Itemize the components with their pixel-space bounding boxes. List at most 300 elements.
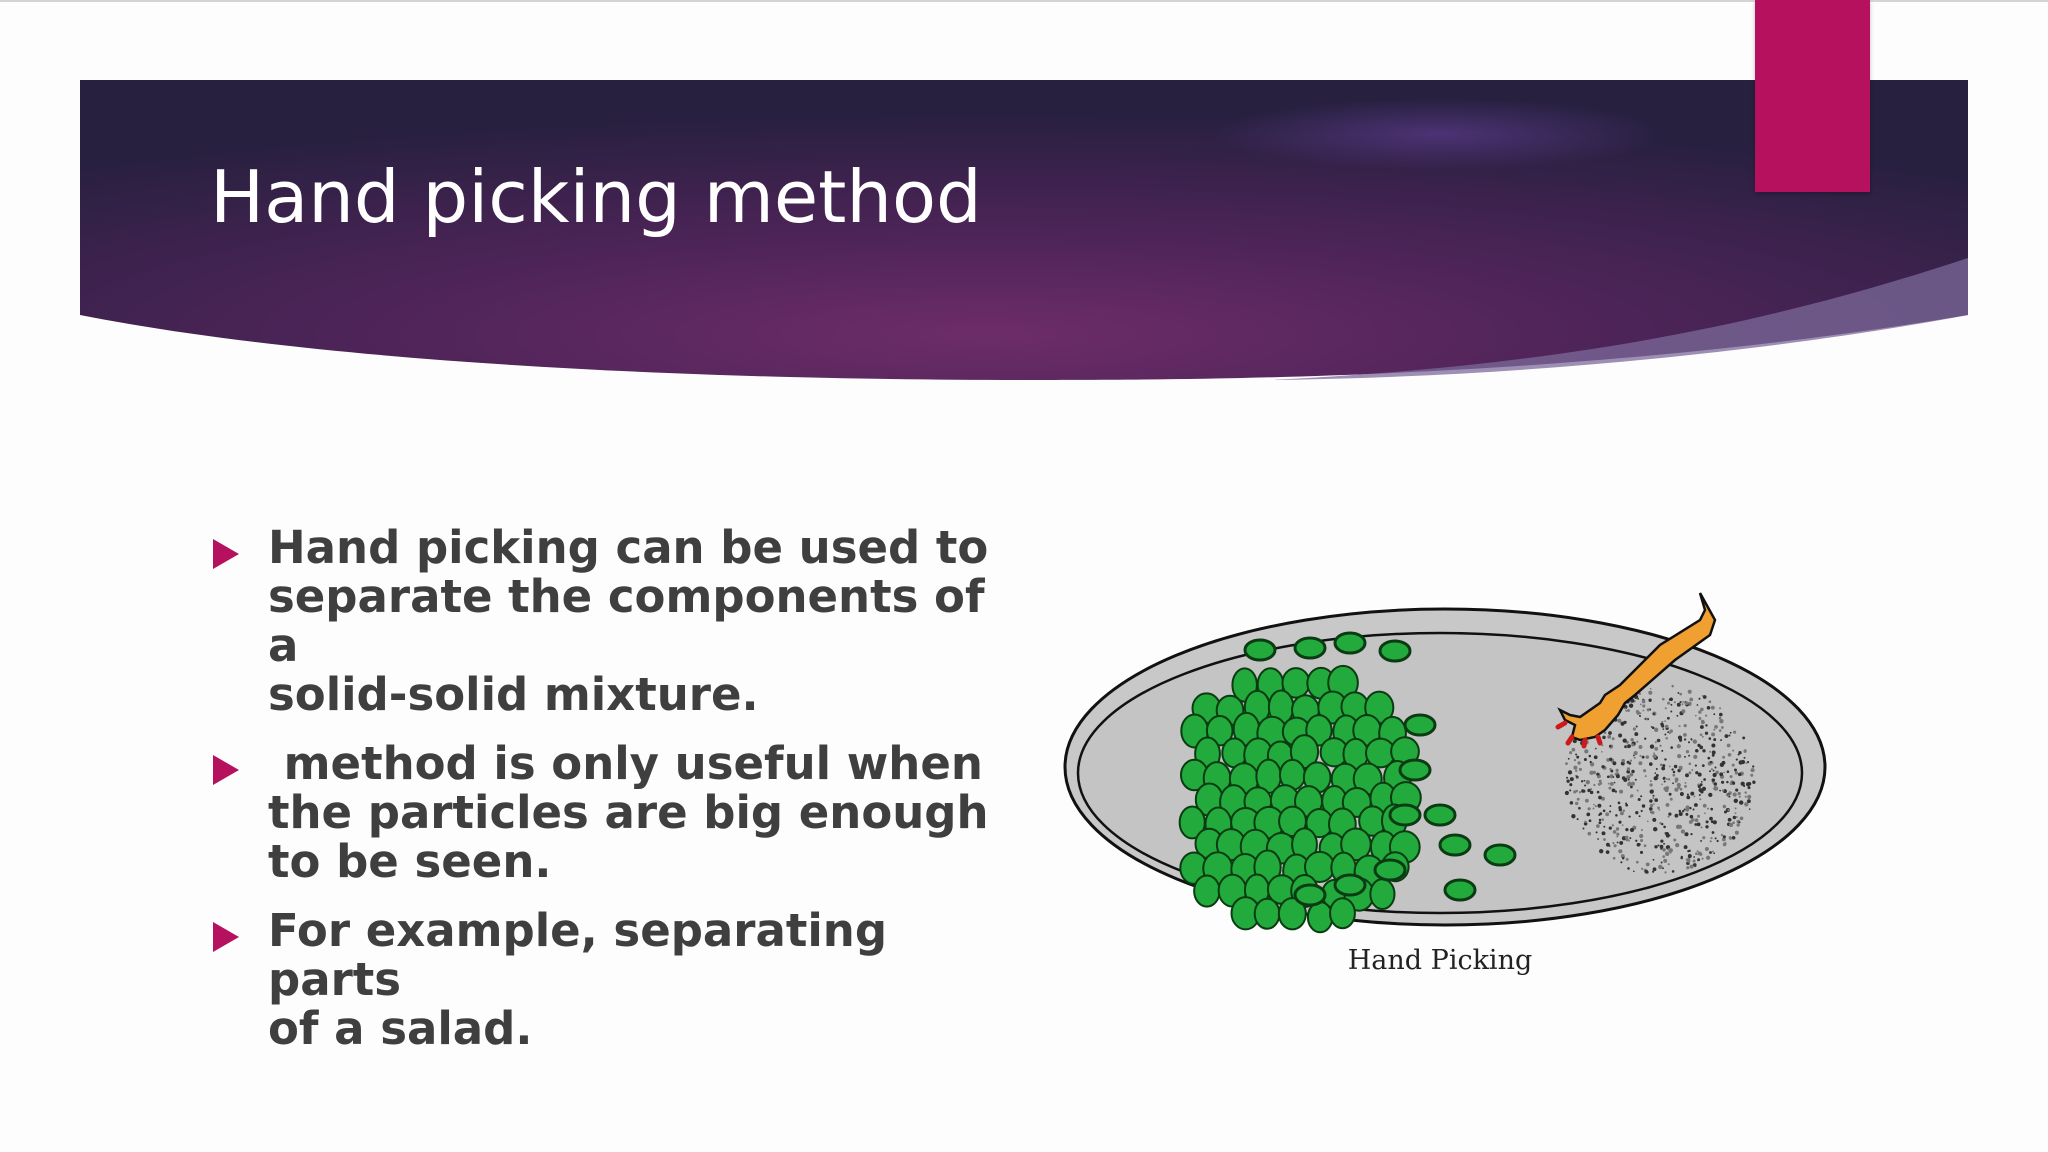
- pea: [1335, 633, 1365, 653]
- dust-speck: [1593, 784, 1595, 786]
- dust-speck: [1719, 707, 1721, 709]
- dust-speck: [1639, 745, 1643, 749]
- dust-speck: [1712, 754, 1715, 757]
- dust-speck: [1665, 832, 1669, 836]
- dust-speck: [1608, 787, 1611, 790]
- dust-speck: [1566, 780, 1569, 783]
- dust-speck: [1673, 771, 1676, 774]
- dust-speck: [1661, 721, 1663, 723]
- dust-speck: [1674, 701, 1676, 703]
- dust-speck: [1646, 862, 1650, 866]
- dust-speck: [1723, 835, 1726, 838]
- dust-speck: [1584, 784, 1586, 786]
- dust-speck: [1599, 780, 1602, 783]
- dust-speck: [1701, 826, 1703, 828]
- dust-speck: [1665, 725, 1669, 729]
- dust-speck: [1618, 849, 1622, 853]
- dust-speck: [1581, 789, 1584, 792]
- dust-speck: [1587, 807, 1590, 810]
- dust-speck: [1634, 757, 1636, 759]
- dust-speck: [1733, 816, 1736, 819]
- dust-speck: [1633, 727, 1636, 730]
- dust-speck: [1694, 823, 1697, 826]
- dust-speck: [1630, 786, 1633, 789]
- dust-speck: [1738, 751, 1741, 754]
- dust-speck: [1675, 814, 1679, 818]
- dust-speck: [1565, 762, 1568, 765]
- dust-speck: [1744, 757, 1746, 759]
- dust-speck: [1667, 731, 1669, 733]
- dust-speck: [1694, 803, 1698, 807]
- dust-speck: [1653, 752, 1655, 754]
- dust-speck: [1724, 842, 1726, 844]
- dust-speck: [1618, 802, 1621, 805]
- dust-speck: [1633, 755, 1635, 757]
- dust-speck: [1727, 744, 1731, 748]
- dust-speck: [1607, 735, 1611, 739]
- dust-speck: [1618, 821, 1621, 824]
- pea: [1194, 875, 1219, 906]
- dust-speck: [1642, 700, 1646, 704]
- dust-speck: [1616, 833, 1619, 836]
- dust-speck: [1719, 729, 1722, 732]
- dust-speck: [1711, 732, 1715, 736]
- dust-speck: [1660, 845, 1664, 849]
- dust-speck: [1626, 838, 1629, 841]
- dust-speck: [1709, 770, 1711, 772]
- dust-speck: [1727, 770, 1730, 773]
- dust-speck: [1645, 775, 1647, 777]
- dust-speck: [1663, 787, 1667, 791]
- dust-speck: [1738, 773, 1742, 777]
- dust-speck: [1622, 776, 1626, 780]
- dust-speck: [1618, 734, 1622, 738]
- dust-speck: [1637, 698, 1639, 700]
- dust-speck: [1602, 831, 1606, 835]
- dust-speck: [1684, 785, 1687, 788]
- dust-speck: [1712, 782, 1714, 784]
- dust-speck: [1615, 769, 1618, 772]
- dust-speck: [1586, 813, 1590, 817]
- pea: [1425, 805, 1455, 825]
- dust-speck: [1687, 793, 1689, 795]
- dust-speck: [1598, 796, 1602, 800]
- dust-speck: [1674, 765, 1677, 768]
- dust-speck: [1712, 778, 1716, 782]
- dust-speck: [1650, 804, 1653, 807]
- dust-speck: [1701, 781, 1703, 783]
- dust-speck: [1697, 850, 1699, 852]
- dust-speck: [1698, 717, 1701, 720]
- dust-speck: [1602, 736, 1606, 740]
- dust-speck: [1617, 719, 1621, 723]
- dust-speck: [1722, 789, 1724, 791]
- pea: [1370, 879, 1394, 909]
- dust-speck: [1579, 768, 1582, 771]
- dust-speck: [1690, 792, 1694, 796]
- dust-speck: [1710, 837, 1712, 839]
- dust-speck: [1719, 717, 1722, 720]
- dust-speck: [1654, 798, 1658, 802]
- dust-speck: [1653, 713, 1655, 715]
- pea: [1375, 860, 1405, 880]
- dust-speck: [1642, 710, 1644, 712]
- dust-speck: [1613, 857, 1616, 860]
- dust-speck: [1575, 802, 1578, 805]
- dust-speck: [1599, 812, 1602, 815]
- dust-speck: [1641, 810, 1643, 812]
- dust-speck: [1620, 811, 1624, 815]
- dust-speck: [1647, 820, 1649, 822]
- dust-speck: [1664, 734, 1666, 736]
- dust-speck: [1628, 769, 1630, 771]
- dust-speck: [1702, 764, 1705, 767]
- dust-speck: [1680, 701, 1682, 703]
- dust-speck: [1695, 852, 1698, 855]
- dust-speck: [1697, 704, 1699, 706]
- dust-speck: [1714, 786, 1718, 790]
- dust-speck: [1612, 761, 1616, 765]
- dust-speck: [1713, 770, 1715, 772]
- dust-speck: [1695, 818, 1699, 822]
- dust-speck: [1657, 739, 1661, 743]
- dust-speck: [1706, 856, 1710, 860]
- dust-speck: [1690, 738, 1692, 740]
- dust-speck: [1668, 778, 1670, 780]
- dust-speck: [1697, 815, 1700, 818]
- dust-speck: [1693, 809, 1695, 811]
- bullet-text: For example, separating parts of a salad.: [268, 904, 888, 1055]
- dust-speck: [1723, 772, 1725, 774]
- dust-speck: [1584, 758, 1587, 761]
- dust-speck: [1650, 780, 1652, 782]
- dust-speck: [1717, 840, 1719, 842]
- dust-speck: [1713, 738, 1716, 741]
- dust-speck: [1594, 755, 1598, 759]
- dust-speck: [1742, 736, 1745, 739]
- figure-caption: Hand Picking: [1347, 945, 1533, 976]
- dust-speck: [1576, 756, 1579, 759]
- dust-speck: [1599, 849, 1603, 853]
- pea: [1255, 899, 1280, 929]
- dust-speck: [1616, 827, 1619, 830]
- triangle-right-icon: [213, 922, 239, 952]
- dust-speck: [1592, 771, 1596, 775]
- slide-title: Hand picking method: [210, 155, 982, 239]
- dust-speck: [1751, 768, 1755, 772]
- dust-speck: [1596, 824, 1600, 828]
- dust-speck: [1627, 744, 1631, 748]
- dust-speck: [1575, 754, 1577, 756]
- dust-speck: [1630, 828, 1634, 832]
- dust-speck: [1669, 698, 1671, 700]
- dust-speck: [1734, 799, 1738, 803]
- dust-speck: [1623, 721, 1626, 724]
- dust-speck: [1629, 704, 1633, 708]
- dust-speck: [1636, 726, 1638, 728]
- dust-speck: [1732, 750, 1734, 752]
- dust-speck: [1584, 749, 1588, 753]
- dust-speck: [1636, 861, 1639, 864]
- dust-speck: [1627, 867, 1630, 870]
- dust-speck: [1663, 777, 1666, 780]
- dust-speck: [1647, 708, 1650, 711]
- dust-speck: [1709, 851, 1712, 854]
- dust-speck: [1681, 829, 1685, 833]
- dust-speck: [1645, 870, 1649, 874]
- dust-speck: [1722, 756, 1725, 759]
- dust-speck: [1571, 814, 1575, 818]
- dust-speck: [1653, 827, 1657, 831]
- dust-speck: [1693, 863, 1697, 867]
- dust-speck: [1705, 825, 1708, 828]
- dust-speck: [1709, 700, 1712, 703]
- dust-speck: [1682, 701, 1684, 703]
- dust-speck: [1672, 774, 1675, 777]
- dust-speck: [1586, 780, 1590, 784]
- dust-speck: [1605, 812, 1609, 816]
- dust-speck: [1630, 773, 1634, 777]
- dust-speck: [1613, 776, 1615, 778]
- dust-speck: [1710, 761, 1712, 763]
- dust-speck: [1654, 728, 1658, 732]
- dust-speck: [1596, 831, 1598, 833]
- dust-speck: [1672, 870, 1675, 873]
- dust-speck: [1702, 695, 1704, 697]
- dust-speck: [1752, 765, 1754, 767]
- dust-speck: [1705, 847, 1709, 851]
- dust-speck: [1629, 837, 1631, 839]
- dust-speck: [1644, 738, 1646, 740]
- dust-speck: [1732, 764, 1735, 767]
- dust-speck: [1735, 831, 1739, 835]
- dust-speck: [1619, 790, 1623, 794]
- dust-speck: [1639, 755, 1641, 757]
- dust-speck: [1671, 768, 1673, 770]
- dust-speck: [1749, 808, 1751, 810]
- window-top-rule: [0, 0, 2048, 2]
- dust-speck: [1570, 777, 1574, 781]
- dust-speck: [1661, 725, 1664, 728]
- dust-speck: [1729, 836, 1732, 839]
- dust-speck: [1695, 715, 1697, 717]
- dust-speck: [1651, 811, 1654, 814]
- dust-speck: [1715, 837, 1717, 839]
- dust-speck: [1702, 749, 1705, 752]
- dust-speck: [1719, 790, 1721, 792]
- dust-speck: [1608, 731, 1612, 735]
- bullet-item: [210, 523, 1030, 719]
- dust-speck: [1616, 836, 1618, 838]
- dust-speck: [1640, 795, 1642, 797]
- dust-speck: [1642, 756, 1645, 759]
- dust-speck: [1730, 732, 1732, 734]
- dust-speck: [1688, 771, 1691, 774]
- bullet-text: method is only useful when the particles are big enough to be seen.: [268, 737, 989, 888]
- dust-speck: [1665, 759, 1667, 761]
- dust-speck: [1698, 698, 1700, 700]
- dust-speck: [1577, 798, 1580, 801]
- dust-speck: [1569, 783, 1572, 786]
- dust-speck: [1625, 710, 1627, 712]
- triangle-right-icon: [213, 755, 239, 785]
- dust-speck: [1648, 699, 1651, 702]
- dust-speck: [1623, 738, 1627, 742]
- dust-speck: [1703, 804, 1707, 808]
- dust-speck: [1606, 850, 1610, 854]
- dust-speck: [1735, 807, 1737, 809]
- pea: [1295, 885, 1325, 905]
- dust-speck: [1725, 734, 1729, 738]
- dust-speck: [1684, 809, 1686, 811]
- dust-speck: [1649, 799, 1653, 803]
- dust-speck: [1621, 759, 1625, 763]
- dust-speck: [1672, 782, 1674, 784]
- dust-speck: [1668, 812, 1671, 815]
- dust-speck: [1644, 844, 1647, 847]
- dust-speck: [1698, 785, 1701, 788]
- dust-speck: [1639, 815, 1641, 817]
- dust-speck: [1711, 743, 1715, 747]
- dust-speck: [1745, 796, 1747, 798]
- dust-speck: [1584, 821, 1586, 823]
- dust-speck: [1574, 759, 1576, 761]
- dust-speck: [1573, 766, 1577, 770]
- dust-speck: [1747, 795, 1751, 799]
- dust-speck: [1703, 778, 1706, 781]
- dust-speck: [1726, 781, 1728, 783]
- dust-speck: [1626, 858, 1629, 861]
- dust-speck: [1579, 791, 1581, 793]
- dust-speck: [1699, 746, 1703, 750]
- dust-speck: [1684, 738, 1686, 740]
- dust-speck: [1581, 780, 1583, 782]
- dust-speck: [1695, 765, 1697, 767]
- dust-speck: [1641, 868, 1643, 870]
- dust-speck: [1609, 845, 1611, 847]
- dust-speck: [1593, 804, 1595, 806]
- dust-speck: [1650, 688, 1652, 690]
- dust-speck: [1654, 776, 1658, 780]
- dust-speck: [1613, 830, 1617, 834]
- dust-speck: [1698, 853, 1700, 855]
- dust-speck: [1635, 811, 1638, 814]
- dust-speck: [1728, 753, 1732, 757]
- dust-speck: [1643, 769, 1646, 772]
- dust-speck: [1685, 813, 1688, 816]
- dust-speck: [1666, 803, 1670, 807]
- dust-speck: [1712, 831, 1715, 834]
- dust-speck: [1603, 826, 1605, 828]
- dust-speck: [1737, 823, 1740, 826]
- dust-speck: [1599, 819, 1601, 821]
- dust-speck: [1616, 774, 1620, 778]
- dust-speck: [1617, 841, 1619, 843]
- dust-speck: [1629, 762, 1632, 765]
- dust-speck: [1744, 802, 1748, 806]
- dust-speck: [1669, 766, 1671, 768]
- dust-speck: [1610, 782, 1614, 786]
- dust-speck: [1743, 785, 1745, 787]
- dust-speck: [1679, 766, 1683, 770]
- dust-speck: [1662, 848, 1666, 852]
- dust-speck: [1640, 851, 1643, 854]
- dust-speck: [1670, 746, 1673, 749]
- dust-speck: [1595, 805, 1597, 807]
- dust-speck: [1744, 749, 1746, 751]
- dust-speck: [1684, 724, 1687, 727]
- dust-speck: [1700, 790, 1703, 793]
- pea: [1405, 715, 1435, 735]
- dust-speck: [1688, 690, 1692, 694]
- dust-speck: [1701, 720, 1705, 724]
- dust-speck: [1624, 708, 1626, 710]
- dust-speck: [1667, 702, 1670, 705]
- dust-speck: [1662, 855, 1665, 858]
- dust-speck: [1689, 763, 1692, 766]
- dust-speck: [1699, 798, 1701, 800]
- dust-speck: [1728, 735, 1730, 737]
- dust-speck: [1700, 840, 1702, 842]
- dust-speck: [1721, 834, 1723, 836]
- bullet-item: [210, 739, 1030, 886]
- dust-speck: [1694, 795, 1696, 797]
- dust-speck: [1650, 789, 1654, 793]
- dust-speck: [1583, 828, 1585, 830]
- dust-speck: [1566, 777, 1568, 779]
- dust-speck: [1708, 793, 1712, 797]
- dust-speck: [1670, 798, 1673, 801]
- dust-speck: [1577, 761, 1580, 764]
- dust-speck: [1739, 796, 1741, 798]
- dust-speck: [1649, 762, 1653, 766]
- dust-speck: [1719, 713, 1723, 717]
- dust-speck: [1635, 779, 1637, 781]
- dust-speck: [1669, 848, 1673, 852]
- dust-speck: [1679, 812, 1683, 816]
- dust-speck: [1675, 843, 1679, 847]
- dust-speck: [1663, 859, 1667, 863]
- dust-speck: [1597, 804, 1601, 808]
- dust-speck: [1736, 816, 1738, 818]
- dust-speck: [1661, 783, 1663, 785]
- dust-speck: [1658, 865, 1662, 869]
- dust-speck: [1681, 709, 1685, 713]
- dust-speck: [1622, 824, 1624, 826]
- dust-speck: [1667, 816, 1669, 818]
- dust-speck: [1711, 706, 1715, 710]
- dust-speck: [1597, 775, 1600, 778]
- pea: [1445, 880, 1475, 900]
- dust-speck: [1590, 761, 1592, 763]
- dust-speck: [1686, 796, 1690, 800]
- dust-speck: [1652, 754, 1656, 758]
- dust-speck: [1660, 839, 1663, 842]
- dust-speck: [1680, 792, 1684, 796]
- dust-speck: [1636, 741, 1638, 743]
- dust-speck: [1601, 751, 1603, 753]
- dust-speck: [1655, 741, 1657, 743]
- dust-speck: [1665, 852, 1669, 856]
- dust-speck: [1569, 789, 1571, 791]
- dust-speck: [1707, 757, 1710, 760]
- dust-speck: [1608, 783, 1610, 785]
- dust-speck: [1614, 844, 1617, 847]
- dust-speck: [1638, 761, 1642, 765]
- dust-speck: [1707, 808, 1709, 810]
- dust-speck: [1614, 782, 1616, 784]
- dust-speck: [1652, 727, 1655, 730]
